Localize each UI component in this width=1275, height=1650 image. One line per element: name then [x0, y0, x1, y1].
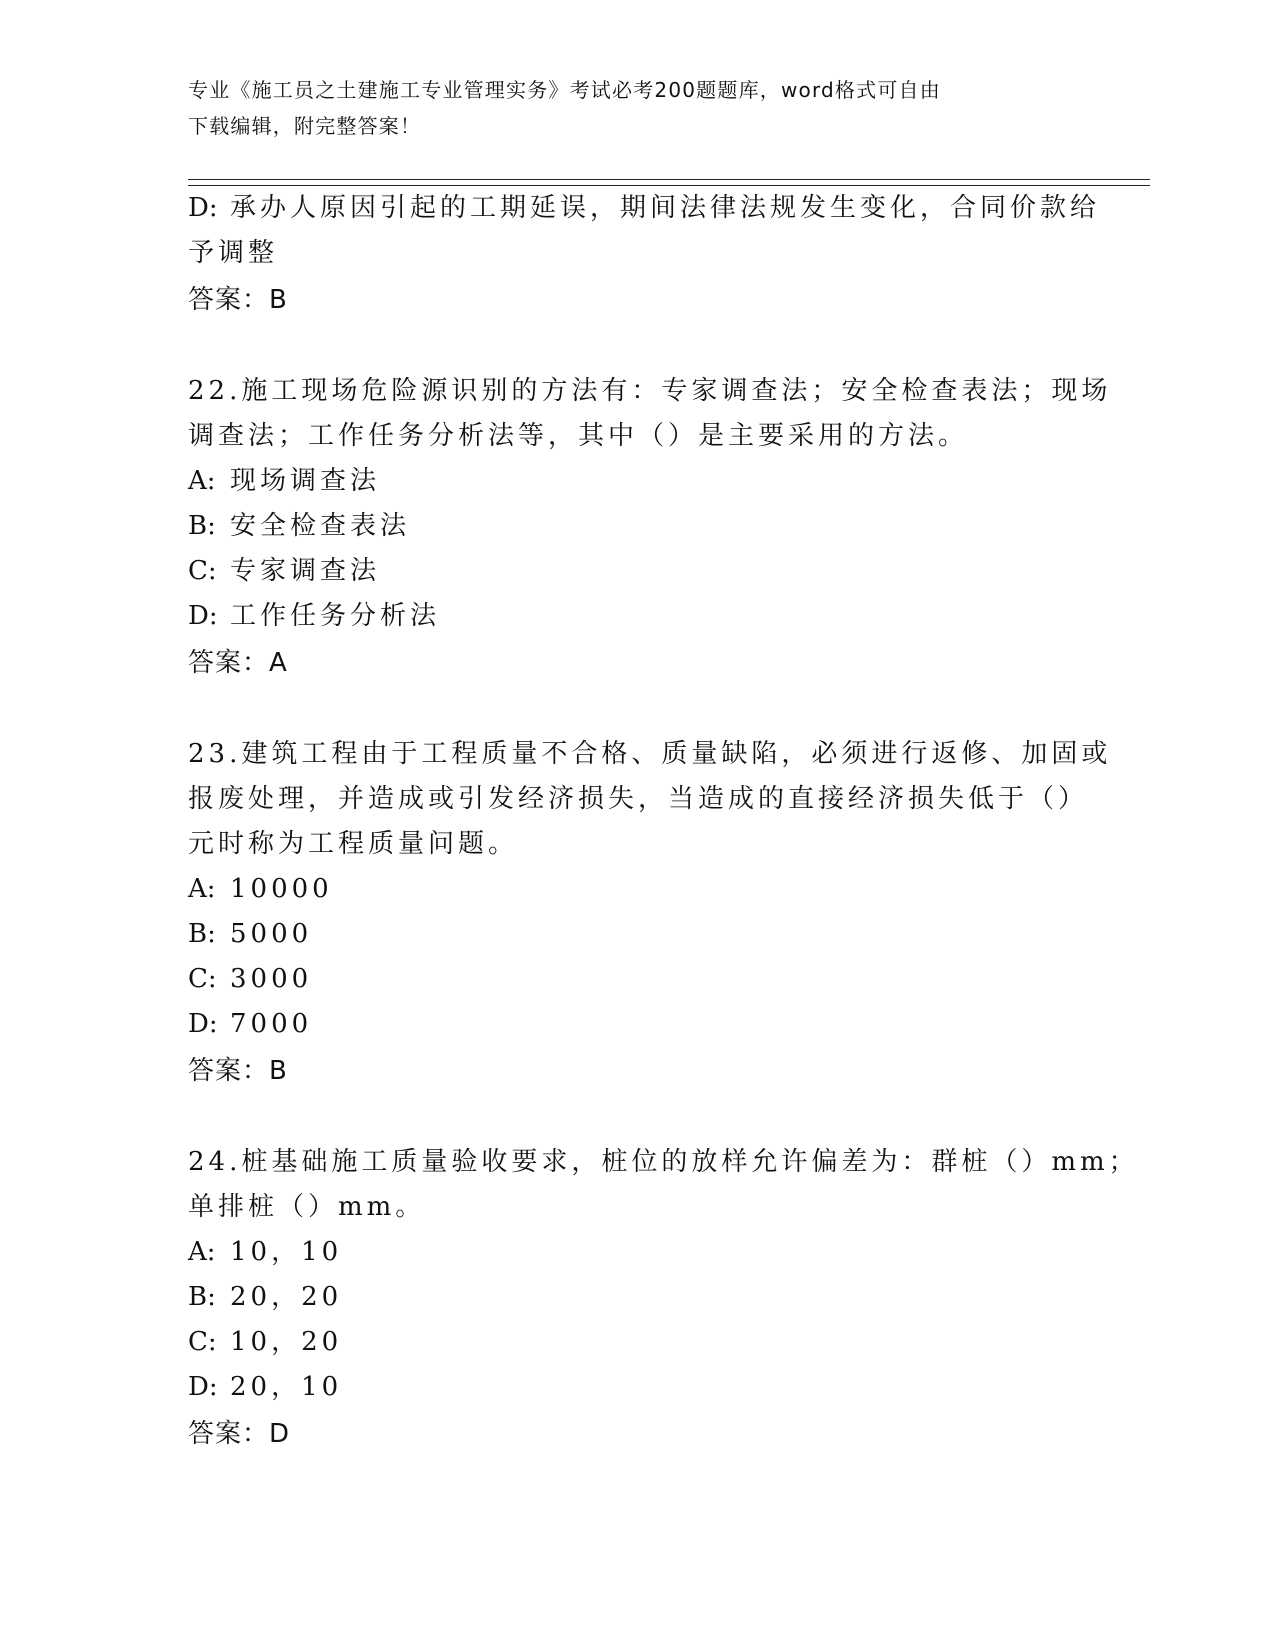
option-label: B:: [188, 511, 216, 541]
option-text: 工作任务分析法: [230, 601, 441, 631]
question-text-line: 24.桩基础施工质量验收要求，桩位的放样允许偏差为：群桩（）mm；: [188, 1147, 1139, 1177]
option-text: 10，10: [230, 1237, 343, 1267]
option-text: 安全检查表法: [230, 511, 411, 541]
previous-question-tail: [188, 186, 1101, 323]
header-line-1: 专业《施工员之土建施工专业管理实务》考试必考200题题库，word格式可自由: [188, 78, 941, 102]
header-divider-top: [188, 179, 1150, 180]
option-label: A:: [188, 466, 216, 496]
option-text: 10，20: [230, 1327, 343, 1357]
question-text-line: 单排桩（）mm。: [188, 1192, 426, 1222]
question-text-line: 23.建筑工程由于工程质量不合格、质量缺陷，必须进行返修、加固或: [188, 739, 1112, 769]
option-d: [188, 1002, 1088, 1047]
question-22: [188, 369, 1112, 686]
option-text: 现场调查法: [230, 466, 381, 496]
option-text: 承办人原因引起的工期延误，期间法律法规发生变化，合同价款给: [230, 193, 1101, 223]
option-label: C:: [188, 1327, 217, 1357]
question-text-line: 元时称为工程质量问题。: [188, 829, 519, 859]
option-text: 10000: [230, 874, 333, 904]
option-c: [188, 957, 1088, 1002]
option-label: A:: [188, 1237, 216, 1267]
option-text: 20，10: [230, 1372, 343, 1402]
option-text: 3000: [230, 964, 313, 994]
option-d: [188, 186, 1101, 231]
answer: 答案：D: [188, 1419, 291, 1449]
option-label: B:: [188, 919, 216, 949]
option-a: [188, 459, 1088, 504]
option-a: [188, 1230, 1088, 1275]
question-text-line: 调查法；工作任务分析法等，其中（）是主要采用的方法。: [188, 421, 969, 451]
answer: 答案：A: [188, 648, 288, 678]
option-c: [188, 549, 1088, 594]
document-body: [188, 186, 1139, 1457]
option-label: D:: [188, 1372, 218, 1402]
option-d: [188, 1365, 1088, 1410]
option-d-continued: 予调整: [188, 238, 279, 268]
question-text-line: 报废处理，并造成或引发经济损失，当造成的直接经济损失低于（）: [188, 784, 1089, 814]
option-text: 20，20: [230, 1282, 343, 1312]
answer: 答案：B: [188, 285, 288, 315]
option-label: D:: [188, 193, 218, 223]
header-line-2: 下载编辑，附完整答案！: [188, 114, 422, 138]
option-label: A:: [188, 874, 216, 904]
option-a: [188, 867, 1088, 912]
option-text: 专家调查法: [230, 556, 381, 586]
option-label: C:: [188, 556, 217, 586]
option-c: [188, 1320, 1088, 1365]
option-label: D:: [188, 1009, 218, 1039]
document-header: [188, 72, 1088, 144]
option-text: 5000: [230, 919, 313, 949]
option-text: 7000: [230, 1009, 313, 1039]
option-label: C:: [188, 964, 217, 994]
option-b: [188, 1275, 1088, 1320]
question-23: [188, 732, 1112, 1094]
question-24: [188, 1140, 1139, 1457]
option-b: [188, 912, 1088, 957]
option-label: D:: [188, 601, 218, 631]
option-b: [188, 504, 1088, 549]
answer: 答案：B: [188, 1056, 288, 1086]
option-d: [188, 594, 1088, 639]
option-label: B:: [188, 1282, 216, 1312]
question-text-line: 22.施工现场危险源识别的方法有：专家调查法；安全检查表法；现场: [188, 376, 1112, 406]
